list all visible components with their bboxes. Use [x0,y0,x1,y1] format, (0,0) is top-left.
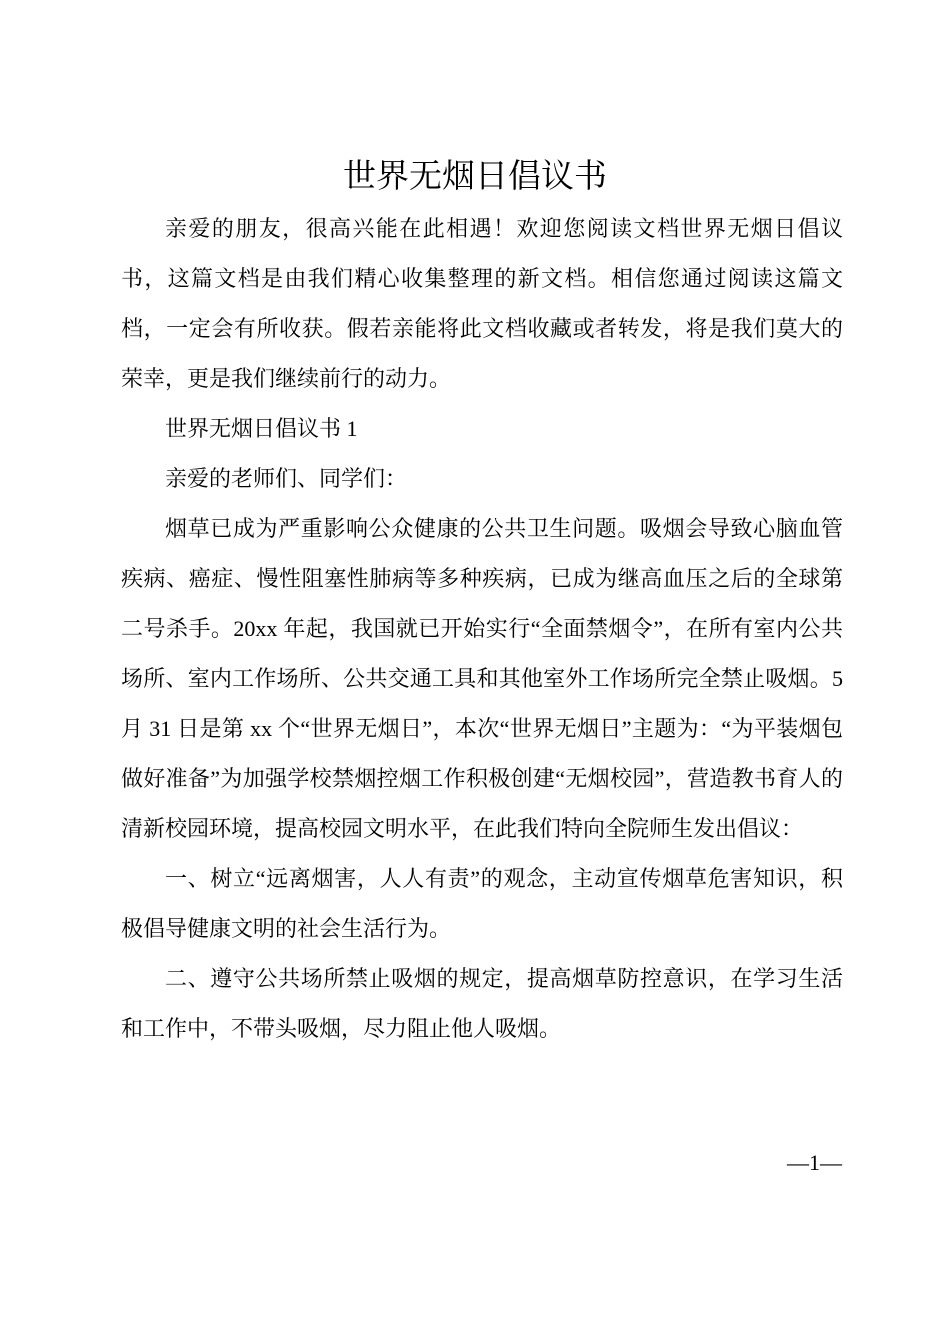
document-body [121,204,843,1054]
intro-paragraph: 亲爱的朋友，很高兴能在此相遇！欢迎您阅读文档世界无烟日倡议书，这篇文档是由我们精心收集整理的新文档。相信您通过阅读这篇文档，一定会有所收获。假若亲能将此文档收藏或者转发，将是我们莫大的荣幸，更是我们继续前行的动力。 [121,216,843,391]
proposal-item-1: 一、树立“远离烟害，人人有责”的观念，主动宣传烟草危害知识，积极倡导健康文明的社会生活行为。 [121,866,843,941]
proposal-item-2: 二、遵守公共场所禁止吸烟的规定，提高烟草防控意识，在学习生活和工作中，不带头吸烟，尽力阻止他人吸烟。 [121,966,843,1041]
salutation: 亲爱的老师们、同学们： [165,466,408,491]
page-number: —1— [787,1150,842,1175]
document-title: 世界无烟日倡议书 [343,159,607,195]
section-heading: 世界无烟日倡议书 1 [165,416,358,441]
body-paragraph: 烟草已成为严重影响公众健康的公共卫生问题。吸烟会导致心脑血管疾病、癌症、慢性阻塞性肺病等多种疾病，已成为继高血压之后的全球第二号杀手。20xx 年起，我国就已开始实行“全面禁烟令”，在所有室内公共场所、室内工作场所、公共交通工具和其他室外工作场所完全禁止吸烟。5 月 31 日是第 xx 个“世界无烟日”，本次“世界无烟日”主题为：“为平装烟包做好准备”为加强学校禁烟控烟工作积极创建“无烟校园”，营造教书育人的清新校园环境，提高校园文明水平，在此我们特向全院师生发出倡议： [121,516,843,841]
